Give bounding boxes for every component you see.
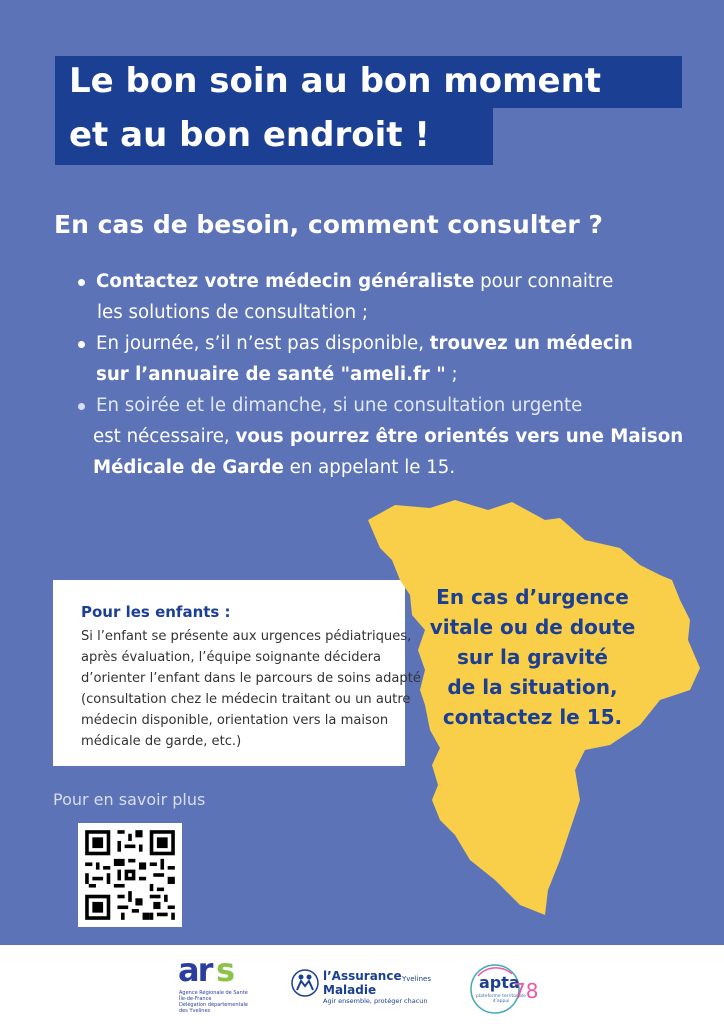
emergency-line: vitale ou de doute	[429, 615, 636, 639]
children-heading: Pour les enfants :	[81, 603, 231, 621]
assurance-maladie-region: Yvelines	[402, 975, 432, 983]
ars-logo-s: s	[216, 951, 236, 989]
emergency-line: sur la gravité	[457, 645, 608, 669]
section-heading: En cas de besoin, comment consulter ?	[54, 210, 603, 239]
bullet-2-ameli: sur l’annuaire de santé "ameli.fr "	[96, 364, 446, 385]
assurance-maladie-name2: Maladie	[323, 983, 377, 997]
bullet-2-end: ;	[445, 364, 458, 385]
assurance-maladie-logo-icon	[290, 968, 322, 998]
qr-code-icon	[78, 823, 182, 927]
bullet-3-line2-text: est nécessaire,	[93, 426, 236, 447]
ars-sub-line: Île-de-France	[179, 996, 212, 1002]
bullet-1-rest: pour connaitre	[474, 271, 614, 292]
more-info-label: Pour en savoir plus	[53, 790, 206, 809]
apta-logo-text: apta	[479, 973, 520, 992]
bullet-1-bold: Contactez votre médecin généraliste	[96, 271, 475, 292]
children-line: (consultation chez le médecin traitant ou un autre	[81, 692, 411, 707]
assurance-maladie-tagline: Agir ensemble, protéger chacun	[323, 997, 428, 1005]
bullet-2-text: En journée, s’il n’est pas disponible,	[96, 333, 430, 354]
bullet-2-bold: trouvez un médecin	[429, 333, 633, 354]
children-line: médicale de garde, etc.)	[81, 734, 242, 749]
emergency-line: contactez le 15.	[442, 705, 623, 729]
children-line: d’orienter l’enfant dans le parcours de soins adapté	[81, 671, 421, 686]
children-line: après évaluation, l’équipe soignante décidera	[81, 650, 382, 665]
emergency-line: En cas d’urgence	[436, 585, 629, 609]
ars-sub-line: Agence Régionale de Santé	[179, 990, 248, 996]
ars-sub-line: Délégation départementale	[179, 1002, 248, 1008]
ars-logo-subtitle	[179, 990, 248, 1014]
ars-sub-line: des Yvelines	[179, 1008, 211, 1014]
bullet-3-end: en appelant le 15.	[283, 457, 456, 478]
ars-logo: ar	[178, 951, 212, 989]
bullet-3-text: En soirée et le dimanche, si une consultation urgente	[96, 395, 583, 416]
bullet-1-line2: les solutions de consultation ;	[97, 302, 369, 323]
page-title-line1: Le bon soin au bon moment	[69, 61, 602, 101]
bullet-3-bold: vous pourrez être orientés vers une Maison	[235, 426, 684, 447]
apta-logo-number: 78	[513, 979, 539, 1003]
page-title-line2: et au bon endroit !	[69, 115, 430, 155]
qr-code[interactable]	[78, 823, 182, 927]
emergency-callout	[420, 582, 645, 732]
children-line: médecin disponible, orientation vers la maison	[81, 713, 389, 728]
apta-logo-subtitle: plateforme territoriale d’appui	[476, 994, 526, 1004]
emergency-line: de la situation,	[447, 675, 618, 699]
children-line: Si l’enfant se présente aux urgences pédiatriques,	[81, 629, 412, 644]
bullet-3-mmg: Médicale de Garde	[93, 457, 284, 478]
assurance-maladie-name: l’Assurance	[323, 969, 402, 983]
